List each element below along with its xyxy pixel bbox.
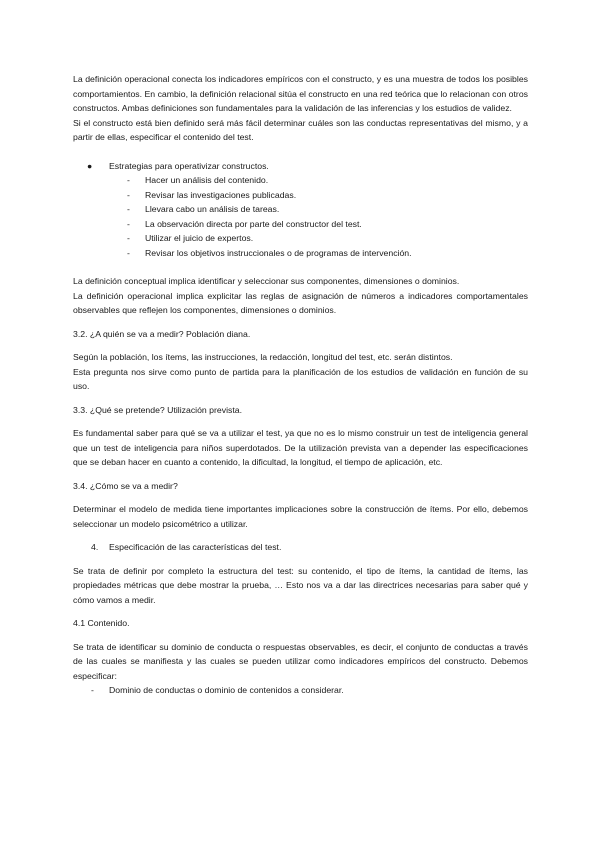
paragraph-content-domain: Se trata de identificar su dominio de conducta o respuestas observables, es decir, el conjunto de conductas a través de las cuales se manifiesta y las cuales se pueden utilizar como indicadores empíricos del constructo. Debemos especificar:	[73, 641, 528, 681]
heading-3-4: 3.4. ¿Cómo se va a medir?	[73, 480, 178, 491]
list-item: - Utilizar el juicio de expertos.	[73, 231, 528, 246]
dash-icon: -	[127, 204, 130, 214]
bullet-text: Estrategias para operativizar constructos.	[109, 160, 269, 171]
bullet-icon: ●	[87, 160, 93, 171]
paragraph-conceptual-definition: La definición conceptual implica identificar y seleccionar sus componentes, dimensiones o dominios.	[73, 276, 460, 286]
dash-icon: -	[127, 247, 130, 258]
list-item: - Revisar las investigaciones publicadas.	[73, 188, 528, 203]
heading-3-2: 3.2. ¿A quién se va a medir? Población diana.	[73, 328, 251, 339]
dash-icon: -	[127, 189, 130, 200]
paragraph-operational-definition: La definición operacional conecta los indicadores empíricos con el constructo, y es una muestra de todos los posibles comportamientos. En cambio, la definición relacional sitúa el constructo en una red teórica que lo relacionan con otros constructos. Ambas definiciones son fundamentales para la validación de las inferencias y los estudios de validez.	[73, 74, 528, 113]
bullet-item-strategies	[73, 159, 528, 174]
paragraph-validation-planning: Esta pregunta nos sirve como punto de partida para la planificación de los estudios de validación en función de su uso.	[73, 366, 528, 391]
list-item: - La observación directa por parte del constructor del test.	[73, 217, 528, 232]
paragraph-intended-use: Es fundamental saber para qué se va a utilizar el test, ya que no es lo mismo construir un test de inteligencia general que un test de inteligencia para niños superdotados. De la utilización prevista van a depender las especificaciones que se deban hacer en cuanto a contenido, la dificultad, la longitud, el tiempo de aplicación, etc.	[73, 428, 528, 467]
strategies-list	[73, 173, 528, 260]
paragraph-measurement-model: Determinar el modelo de medida tiene importantes implicaciones sobre la construcción de ítems. Por ello, debemos seleccionar un modelo psicométrico a utilizar.	[73, 504, 528, 529]
list-item: - Hacer un análisis del contenido.	[73, 173, 528, 188]
document-page	[73, 72, 528, 698]
dash-icon: -	[91, 685, 94, 695]
paragraph-test-structure: Se trata de definir por completo la estructura del test: su contenido, el tipo de ítems, la cantidad de ítems, las propiedades métricas que debe mostrar la prueba, … Esto nos va a dar las directrices necesarias para saber qué y cómo vamos a medir.	[73, 565, 528, 605]
dash-icon: -	[127, 233, 130, 243]
list-item: - Llevara cabo un análisis de tareas.	[73, 202, 528, 217]
paragraph-population: Según la población, los ítems, las instrucciones, la redacción, longitud del test, etc. serán distintos.	[73, 352, 453, 362]
heading-text: Especificación de las características del test.	[109, 542, 282, 552]
paragraph-construct-defined: Si el constructo está bien definido será más fácil determinar cuáles son las conductas representativas del mismo, y a partir de ellas, especificar el contenido del test.	[73, 117, 528, 142]
heading-4	[73, 540, 528, 555]
dash-icon: -	[127, 218, 130, 229]
dash-icon: -	[127, 175, 130, 185]
list-item: - Revisar los objetivos instruccionales o de programas de intervención.	[73, 246, 528, 261]
paragraph-operational-rules: La definición operacional implica explicitar las reglas de asignación de números a indicadores comportamentales observables que reflejen los componentes, dimensiones o dominios.	[73, 290, 528, 315]
list-item: - Dominio de conductas o dominio de contenidos a considerar.	[73, 683, 528, 698]
heading-4-1: 4.1 Contenido.	[73, 618, 130, 628]
heading-3-3: 3.3. ¿Qué se pretende? Utilización prevista.	[73, 404, 243, 415]
heading-number: 4.	[91, 542, 99, 552]
